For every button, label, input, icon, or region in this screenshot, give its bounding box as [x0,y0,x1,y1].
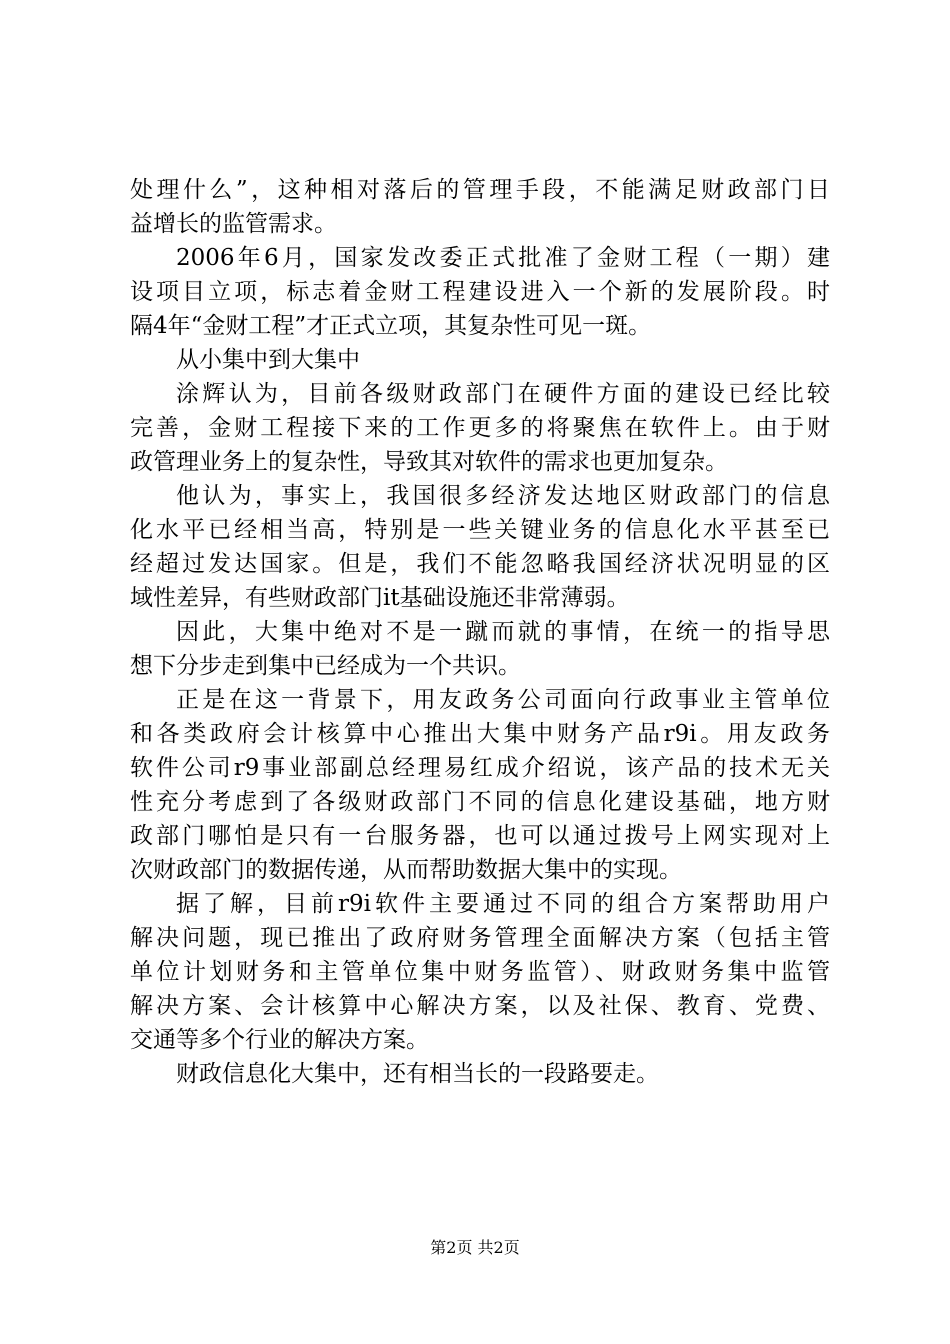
document-body [130,173,830,1091]
text-line: 经超过发达国家。但是，我们不能忽略我国经济状况明显的区 [130,551,830,577]
text-line: 单位计划财务和主管单位集中财务监管）、财政财务集中监管 [130,959,830,985]
text-line: 化水平已经相当高，特别是一些关键业务的信息化水平甚至已 [130,517,830,543]
text-line: 政管理业务上的复杂性，导致其对软件的需求也更加复杂。 [130,449,728,475]
text-line: 2006年6月，国家发改委正式批准了金财工程（一期）建 [176,245,830,271]
text-line: 据了解，目前r9i软件主要通过不同的组合方案帮助用户 [176,891,830,917]
section-heading: 从小集中到大集中 [176,347,360,373]
text-line: 益增长的监管需求。 [130,211,337,237]
text-line: 软件公司r9事业部副总经理易红成介绍说，该产品的技术无关 [130,755,830,781]
text-line: 解决问题，现已推出了政府财务管理全面解决方案（包括主管 [130,925,830,951]
page-number-footer: 第2页 共2页 [430,1238,520,1257]
text-line: 域性差异，有些财政部门it基础设施还非常薄弱。 [130,585,630,611]
text-line: 解决方案、会计核算中心解决方案，以及社保、教育、党费、 [130,993,830,1019]
text-line: 完善，金财工程接下来的工作更多的将聚焦在软件上。由于财 [130,415,830,441]
text-line: 财政信息化大集中，还有相当长的一段路要走。 [176,1061,659,1087]
text-line: 涂辉认为，目前各级财政部门在硬件方面的建设已经比较 [176,381,830,407]
text-line: 他认为，事实上，我国很多经济发达地区财政部门的信息 [176,483,830,509]
text-line: 正是在这一背景下，用友政务公司面向行政事业主管单位 [176,687,830,713]
text-line: 设项目立项，标志着金财工程建设进入一个新的发展阶段。时 [130,279,830,305]
text-line: 交通等多个行业的解决方案。 [130,1027,429,1053]
text-line: 次财政部门的数据传递，从而帮助数据大集中的实现。 [130,857,682,883]
text-line: 性充分考虑到了各级财政部门不同的信息化建设基础，地方财 [130,789,830,815]
text-line: 因此，大集中绝对不是一蹴而就的事情，在统一的指导思 [176,619,830,645]
text-line: 和各类政府会计核算中心推出大集中财务产品r9i。用友政务 [130,721,830,747]
text-line: 想下分步走到集中已经成为一个共识。 [130,653,521,679]
text-line: 政部门哪怕是只有一台服务器，也可以通过拨号上网实现对上 [130,823,830,849]
text-line: 隔4年“金财工程”才正式立项，其复杂性可见一斑。 [130,313,652,339]
text-line: 处理什么”，这种相对落后的管理手段，不能满足财政部门日 [130,177,830,203]
